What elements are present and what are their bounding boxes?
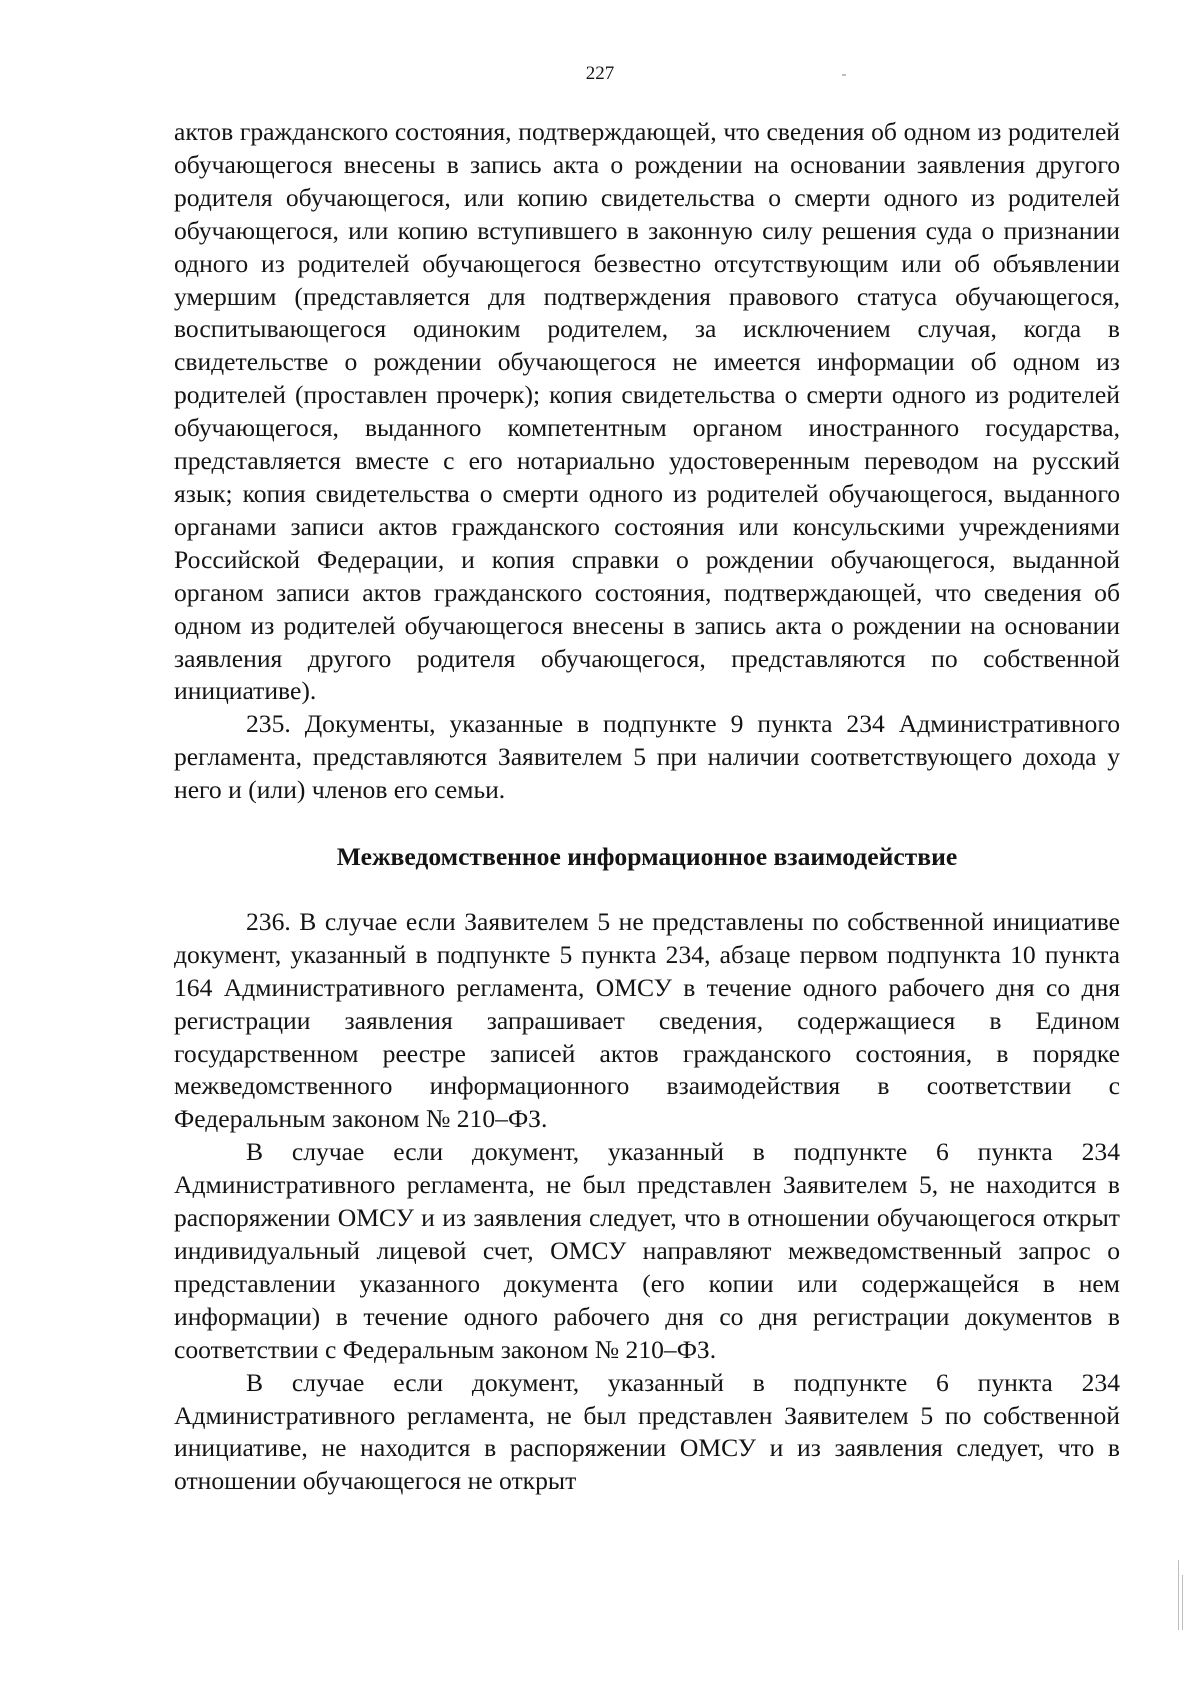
- paragraph-236-third: В случае если документ, указанный в подпункте 6 пункта 234 Административного регламента, не был представлен Заявителем 5 по собственной инициативе, не находится в распоряжении ОМСУ и из заявления следует, что в отношении обучающегося не открыт: [174, 1367, 1120, 1496]
- page-number: 227: [585, 63, 615, 84]
- document-body: [174, 116, 1120, 1498]
- scan-artifact-line: [1182, 1575, 1183, 1630]
- section-heading: Межведомственное информационное взаимодействие: [336, 842, 958, 872]
- paragraph-236: 236. В случае если Заявителем 5 не представлены по собственной инициативе документ, указанный в подпункте 5 пункта 234, абзаце первом подпункта 10 пункта 164 Административного регламента, ОМСУ в течение одного рабочего дня со дня регистрации заявления запрашивает сведения, содержащиеся в Едином государственном реестре записей актов гражданского состояния, в порядке межведомственного информационного взаимодействия в соответствии с Федеральным законом № 210–ФЗ.: [174, 906, 1120, 1134]
- scan-artifact-dot: [842, 74, 846, 76]
- paragraph-continuation: актов гражданского состояния, подтверждающей, что сведения об одном из родителей обучающегося внесены в запись акта о рождении на основании заявления другого родителя обучающегося, или копию свидетельства о смерти одного из родителей обучающегося, или копию вступившего в законную силу решения суда о признании одного из родителей обучающегося безвестно отсутствующим или об объявлении умершим (представляется для подтверждения правового статуса обучающегося, воспитывающегося одиноким родителем, за исключением случая, когда в свидетельстве о рождении обучающегося не имеется информации об одном из родителей (проставлен прочерк); копия свидетельства о смерти одного из родителей обучающегося, выданного компетентным органом иностранного государства, представляется вместе с его нотариально удостоверенным переводом на русский язык; копия свидетельства о смерти одного из родителей обучающегося, выданного органами записи актов гражданского состояния или консульскими учреждениями Российской Федерации, и копия справки о рождении обучающегося, выданной органом записи актов гражданского состояния, подтверждающей, что сведения об одном из родителей обучающегося внесены в запись акта о рождении на основании заявления другого родителя обучающегося, представляются по собственной инициативе).: [174, 117, 1120, 706]
- paragraph-235: 235. Документы, указанные в подпункте 9 пункта 234 Административного регламента, представляются Заявителем 5 при наличии соответствующего дохода у него и (или) членов его семьи.: [174, 709, 1120, 805]
- scan-artifact-line: [1178, 1560, 1179, 1630]
- paragraph-236-second: В случае если документ, указанный в подпункте 6 пункта 234 Административного регламента, не был представлен Заявителем 5, не находится в распоряжении ОМСУ и из заявления следует, что в отношении обучающегося открыт индивидуальный лицевой счет, ОМСУ направляют межведомственный запрос о представлении указанного документа (его копии или содержащейся в нем информации) в течение одного рабочего дня со дня регистрации документов в соответствии с Федеральным законом № 210–ФЗ.: [174, 1137, 1120, 1364]
